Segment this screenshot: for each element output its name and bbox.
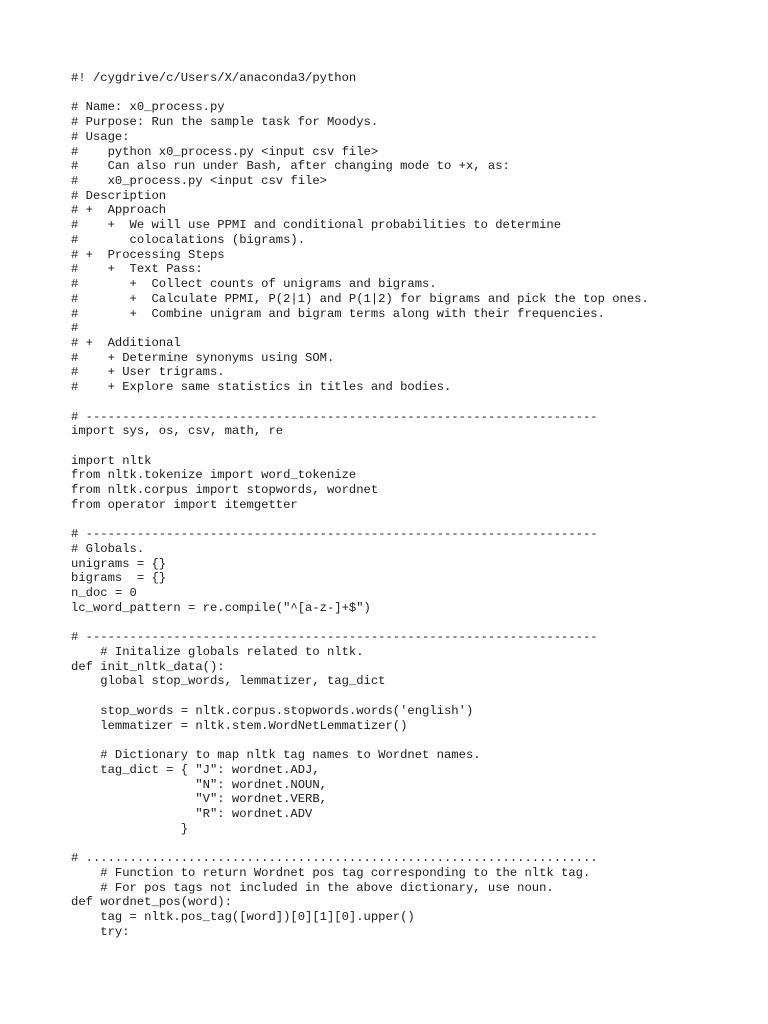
- code-line: # + Determine synonyms using SOM.: [71, 350, 335, 365]
- code-line: n_doc = 0: [71, 586, 137, 601]
- code-line: # Function to return Wordnet pos tag corresponding to the nltk tag.: [71, 865, 591, 880]
- code-line: }: [71, 821, 189, 836]
- code-line: # ----------------------------------------------------------------------: [71, 630, 598, 645]
- code-line: [71, 395, 761, 410]
- code-line: lc_word_pattern = re.compile("^[a-z-]+$"): [71, 600, 371, 615]
- code-line: from operator import itemgetter: [71, 497, 298, 512]
- code-line: import nltk: [71, 453, 152, 468]
- code-line: # + Additional: [71, 335, 181, 350]
- code-line: # Globals.: [71, 542, 145, 556]
- code-line: # + Approach: [71, 203, 167, 218]
- code-line: # python x0_process.py <input csv file>: [71, 144, 379, 159]
- code-line: [71, 616, 761, 631]
- code-listing: [71, 71, 761, 939]
- code-line: import sys, os, csv, math, re: [71, 424, 284, 439]
- code-line: # + Text Pass:: [71, 262, 203, 277]
- code-line: from nltk.corpus import stopwords, wordnet: [71, 483, 379, 498]
- code-line: # ......................................................................: [71, 851, 598, 866]
- code-line: "R": wordnet.ADV: [71, 806, 313, 821]
- code-line: [71, 733, 761, 748]
- code-line: # Usage:: [71, 129, 130, 144]
- code-line: # ----------------------------------------------------------------------: [71, 527, 598, 542]
- code-line: # Initalize globals related to nltk.: [71, 645, 364, 660]
- code-line: "V": wordnet.VERB,: [71, 792, 327, 807]
- code-line: # colocalations (bigrams).: [71, 232, 306, 247]
- code-line: [71, 689, 761, 704]
- code-line: # For pos tags not included in the above dictionary, use noun.: [71, 880, 554, 895]
- code-line: # + User trigrams.: [71, 365, 225, 380]
- code-line: # Purpose: Run the sample task for Moodys.: [71, 115, 379, 130]
- code-line: # + Explore same statistics in titles and bodies.: [71, 380, 452, 395]
- code-line: # + Processing Steps: [71, 247, 225, 262]
- code-line: def wordnet_pos(word):: [71, 895, 232, 910]
- code-line: # Name: x0_process.py: [71, 100, 225, 115]
- code-line: [71, 836, 761, 851]
- code-line: def init_nltk_data():: [71, 659, 225, 674]
- code-line: # Description: [71, 188, 167, 203]
- code-line: # Can also run under Bash, after changing mode to +x, as:: [71, 159, 510, 174]
- code-line: lemmatizer = nltk.stem.WordNetLemmatizer(): [71, 718, 408, 733]
- code-line: #! /cygdrive/c/Users/X/anaconda3/python: [71, 71, 357, 85]
- code-line: try:: [71, 924, 130, 939]
- code-line: stop_words = nltk.corpus.stopwords.words('english'): [71, 703, 474, 718]
- code-line: unigrams = {}: [71, 556, 167, 571]
- code-line: bigrams = {}: [71, 571, 167, 586]
- code-line: # + We will use PPMI and conditional probabilities to determine: [71, 218, 562, 233]
- code-line: # + Collect counts of unigrams and bigrams.: [71, 277, 437, 292]
- code-line: tag = nltk.pos_tag([word])[0][1][0].upper(): [71, 909, 415, 924]
- code-line: [71, 439, 761, 454]
- code-line: # Dictionary to map nltk tag names to Wordnet names.: [71, 748, 481, 763]
- document-page: [71, 71, 761, 939]
- code-line: # + Combine unigram and bigram terms along with their frequencies.: [71, 306, 605, 321]
- code-line: tag_dict = { "J": wordnet.ADJ,: [71, 762, 320, 777]
- code-line: # ----------------------------------------------------------------------: [71, 409, 598, 424]
- code-line: # x0_process.py <input csv file>: [71, 174, 327, 189]
- code-line: from nltk.tokenize import word_tokenize: [71, 468, 357, 483]
- code-line: # + Calculate PPMI, P(2|1) and P(1|2) for bigrams and pick the top ones.: [71, 291, 649, 306]
- code-line: "N": wordnet.NOUN,: [71, 777, 327, 792]
- code-line: #: [71, 321, 79, 336]
- code-line: [71, 86, 761, 101]
- code-line: global stop_words, lemmatizer, tag_dict: [71, 674, 386, 689]
- code-line: [71, 513, 761, 528]
